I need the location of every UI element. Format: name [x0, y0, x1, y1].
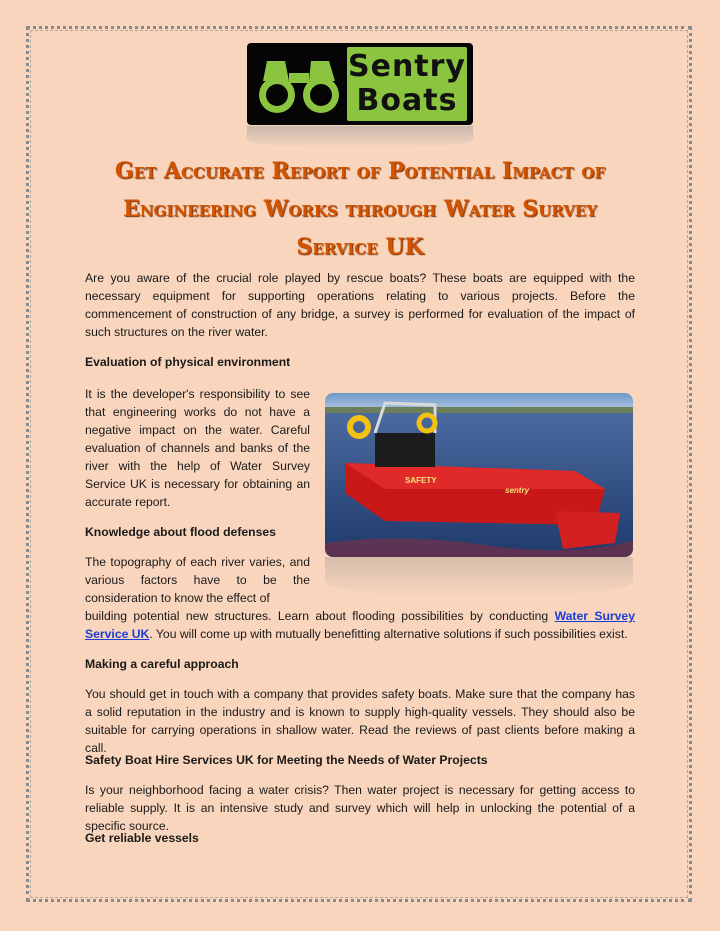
- boat-illustration: [325, 393, 633, 557]
- logo-line-2: Boats: [356, 83, 458, 118]
- logo-reflection: [247, 126, 473, 148]
- boat-hull-text: SAFETY: [405, 476, 437, 485]
- water-survey-link[interactable]: Water Survey Service UK: [85, 609, 635, 641]
- sentry-boats-logo: [247, 43, 473, 125]
- paragraph-safety-boat-hire: Is your neighborhood facing a water crisis? Then water project is necessary for getting access to reliable supply. It is an intensive study and survey which will help in unlocking the potential of a specific source.: [85, 783, 635, 833]
- logo-line-1: Sentry: [347, 49, 466, 84]
- paragraph-evaluation: It is the developer's responsibility to see that engineering works do not have a negative impact on the water. Careful evaluation of channels and banks of the river with the help of Water Survey Service UK is necessary for obtaining an accurate report.: [85, 387, 310, 509]
- paragraph-flood-wide: [85, 607, 635, 643]
- flood-text-before-link: building potential new structures. Learn about flooding possibilities by conducting: [85, 609, 555, 623]
- heading-careful-approach: Making a careful approach: [85, 657, 239, 671]
- logo-text-panel: [347, 47, 467, 121]
- heading-flood-defenses: Knowledge about flood defenses: [85, 525, 276, 539]
- binoculars-icon: [253, 51, 345, 117]
- page-title: Get Accurate Report of Potential Impact of Engineering Works through Water Survey Service UK: [114, 158, 606, 260]
- safety-boat-photo: [325, 393, 633, 557]
- heading-evaluation: Evaluation of physical environment: [85, 355, 291, 369]
- photo-reflection: [325, 557, 633, 597]
- paragraph-flood-narrow: The topography of each river varies, and various factors have to be the consideration to know the effect of: [85, 555, 310, 605]
- heading-reliable-vessels: Get reliable vessels: [85, 831, 199, 845]
- boat-brand-text: sentry: [505, 486, 530, 495]
- heading-safety-boat-hire: Safety Boat Hire Services UK for Meeting the Needs of Water Projects: [85, 753, 488, 767]
- flood-text-after-link: . You will come up with mutually benefitting alternative solutions if such possibilities exist.: [149, 627, 628, 641]
- intro-paragraph: Are you aware of the crucial role played by rescue boats? These boats are equipped with the necessary equipment for supporting operations relating to various projects. Before the commencement of construction of any bridge, a survey is performed for evaluation of the impact of such structures on the river water.: [85, 271, 635, 339]
- paragraph-careful-approach: You should get in touch with a company that provides safety boats. Make sure that the company has a solid reputation in the industry and is known to supply high-quality vessels. They should also be suitable for carrying operations in shallow water. Read the reviews of past clients before making a call.: [85, 687, 635, 755]
